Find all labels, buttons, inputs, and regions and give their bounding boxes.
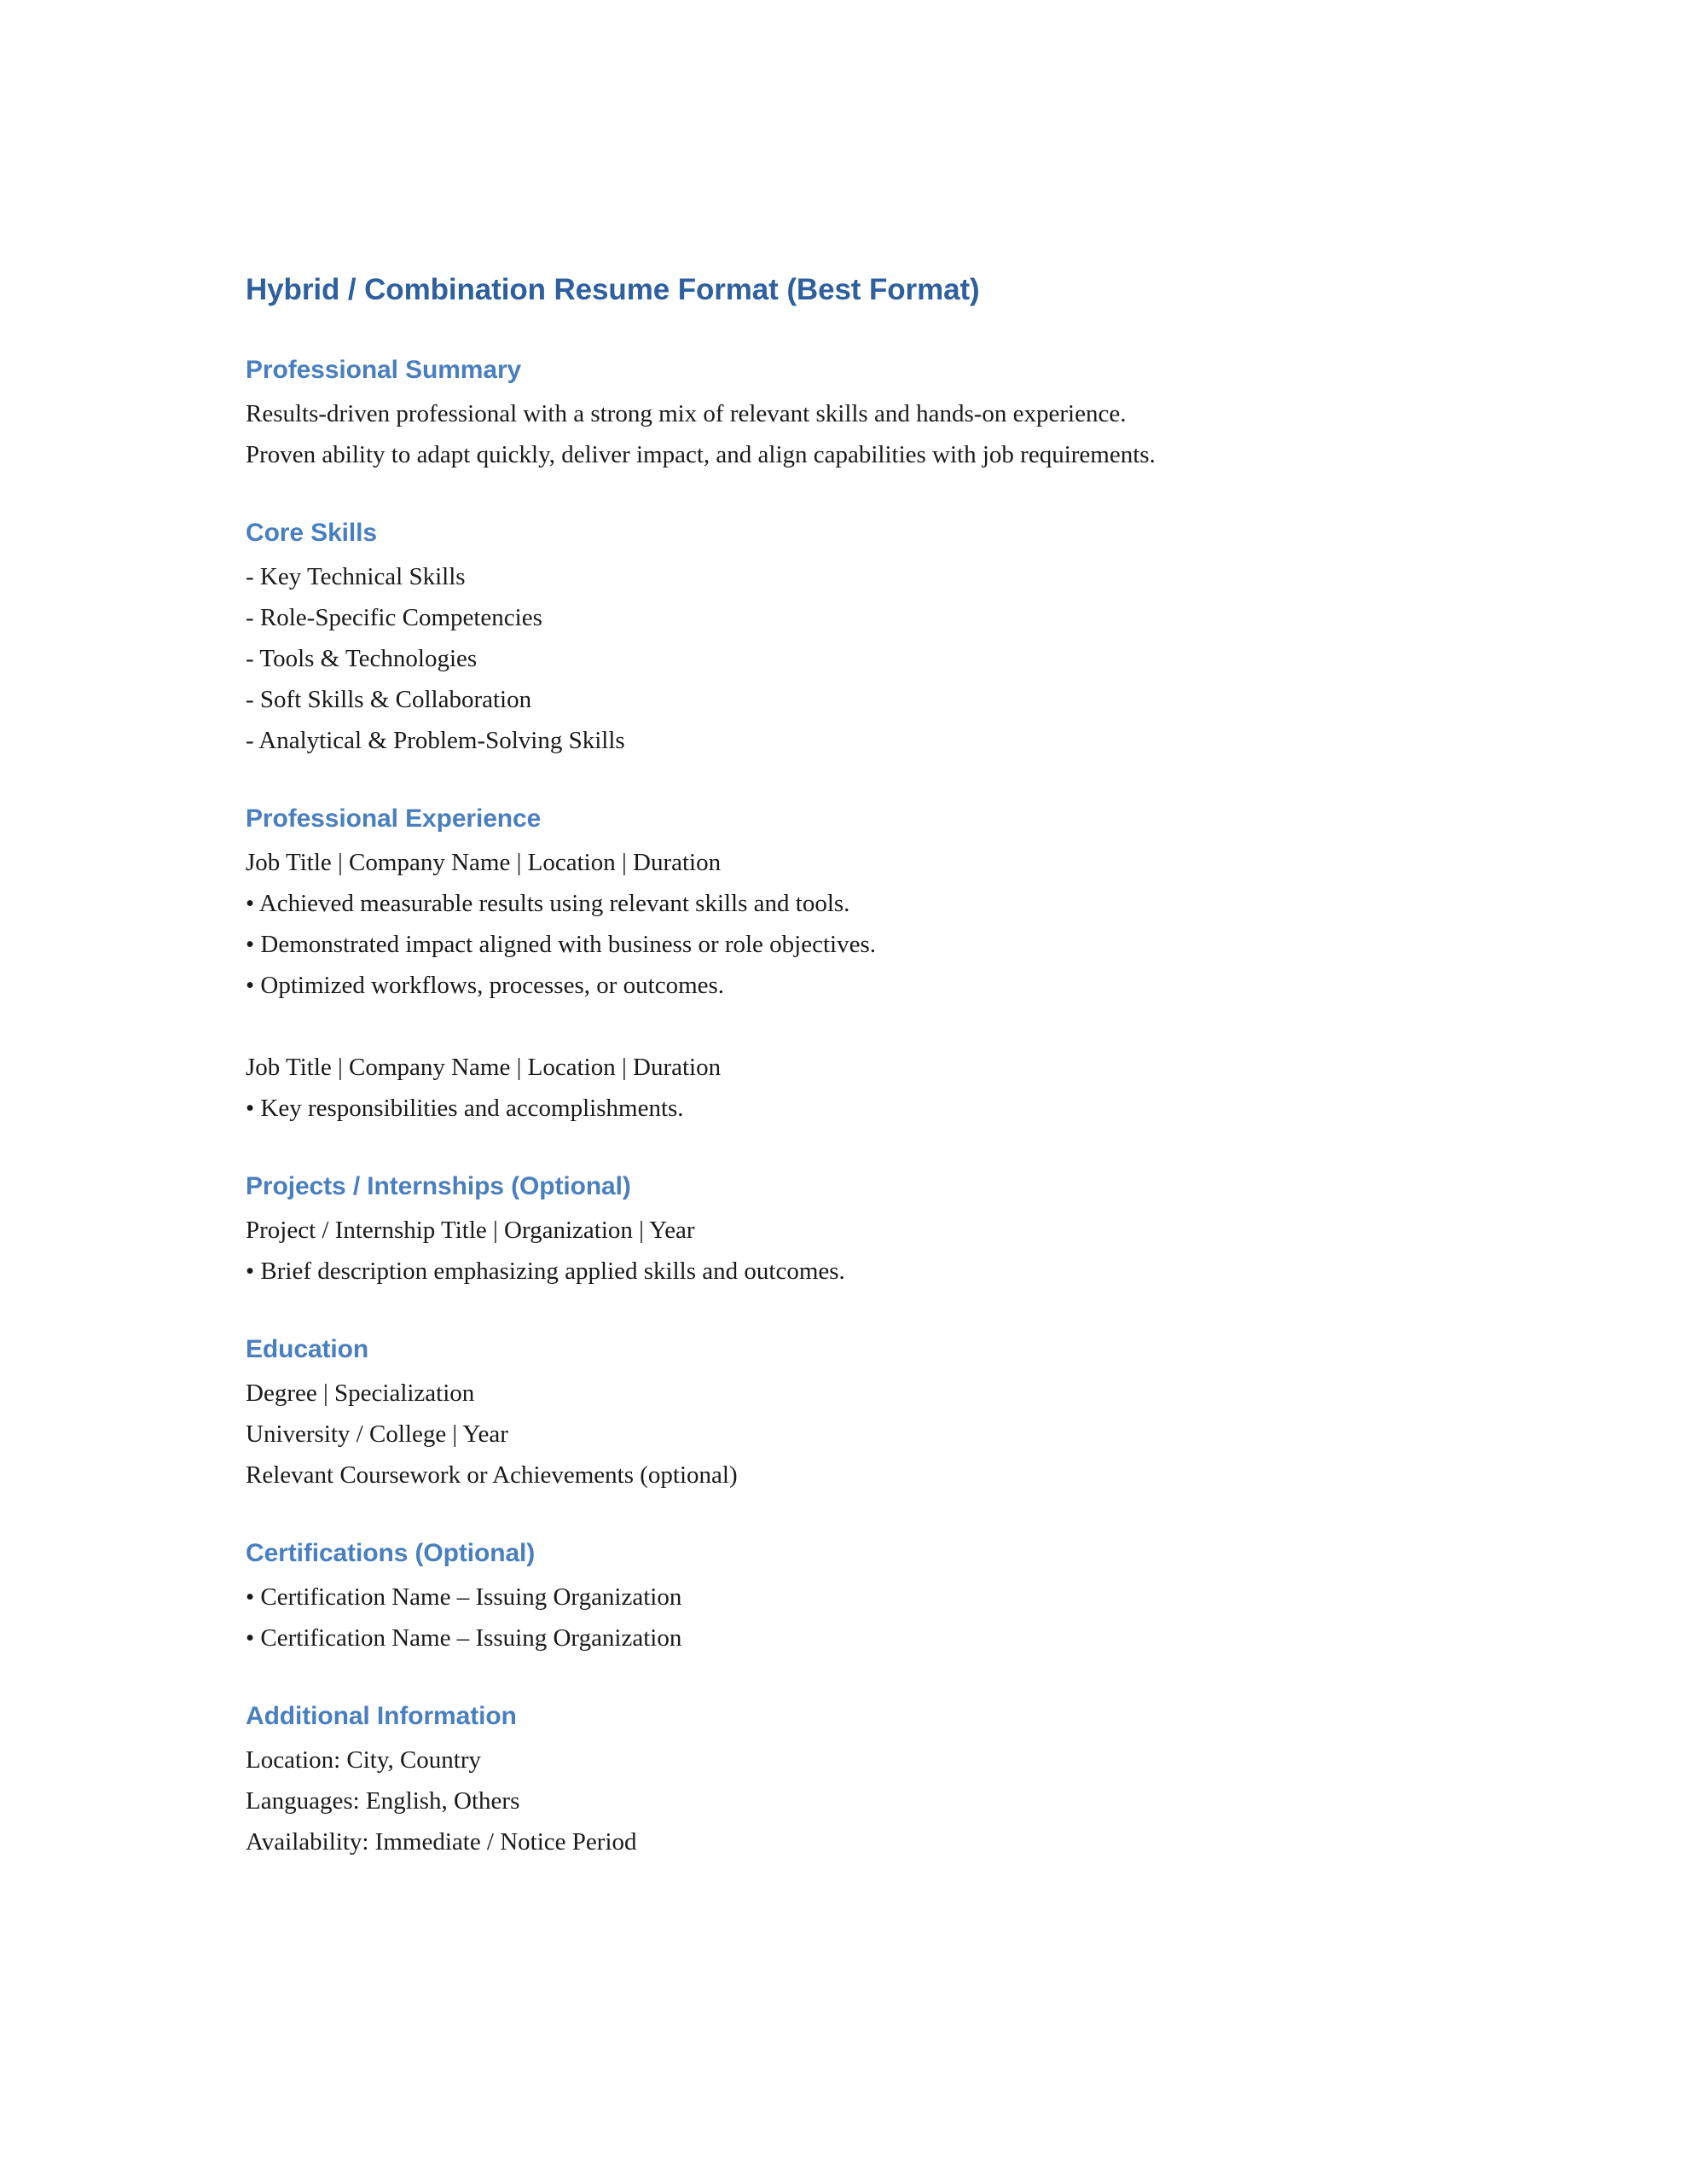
- list-item: - Soft Skills & Collaboration: [246, 686, 532, 713]
- list-item: • Demonstrated impact aligned with business or role objectives.: [246, 931, 877, 958]
- section-education: [246, 1333, 1516, 1496]
- section-additional-information: [246, 1699, 1516, 1862]
- list-item: • Certification Name – Issuing Organization: [246, 1624, 682, 1652]
- section-heading-professional-summary: Professional Summary: [246, 356, 522, 384]
- experience-entry-header: Job Title | Company Name | Location | Duration: [246, 1054, 722, 1081]
- section-heading-professional-experience: Professional Experience: [246, 804, 542, 833]
- list-item: • Optimized workflows, processes, or outcomes.: [246, 972, 725, 999]
- list-item: - Tools & Technologies: [246, 645, 478, 672]
- project-entry-header: Project / Internship Title | Organization | Year: [246, 1217, 695, 1244]
- experience-entry-header: Job Title | Company Name | Location | Duration: [246, 849, 722, 876]
- section-heading-education: Education: [246, 1335, 369, 1363]
- entry-spacer: [246, 1006, 1516, 1047]
- additional-info-line: Location: City, Country: [246, 1746, 482, 1774]
- list-item: - Role-Specific Competencies: [246, 604, 542, 631]
- section-heading-additional-information: Additional Information: [246, 1702, 517, 1730]
- list-item: • Key responsibilities and accomplishments.: [246, 1095, 684, 1122]
- section-professional-summary: [246, 353, 1516, 475]
- list-item: - Analytical & Problem-Solving Skills: [246, 727, 625, 754]
- summary-line: Results-driven professional with a strong mix of relevant skills and hands-on experience.: [246, 400, 1127, 427]
- education-line: Relevant Coursework or Achievements (optional): [246, 1461, 738, 1489]
- section-certifications: [246, 1536, 1516, 1658]
- section-heading-projects-internships: Projects / Internships (Optional): [246, 1172, 631, 1200]
- experience-entry: [246, 842, 1516, 1006]
- summary-line: Proven ability to adapt quickly, deliver impact, and align capabilities with job requirements.: [246, 441, 1156, 468]
- section-projects-internships: [246, 1170, 1516, 1292]
- list-item: - Key Technical Skills: [246, 563, 466, 590]
- list-item: • Certification Name – Issuing Organization: [246, 1583, 682, 1611]
- education-line: Degree | Specialization: [246, 1380, 475, 1407]
- section-heading-core-skills: Core Skills: [246, 519, 377, 547]
- document-title: Hybrid / Combination Resume Format (Best Format): [246, 273, 980, 306]
- section-professional-experience: [246, 802, 1516, 1129]
- section-heading-certifications: Certifications (Optional): [246, 1539, 536, 1567]
- additional-info-line: Languages: English, Others: [246, 1787, 520, 1815]
- list-item: • Achieved measurable results using relevant skills and tools.: [246, 890, 850, 917]
- section-core-skills: [246, 516, 1516, 761]
- list-item: • Brief description emphasizing applied skills and outcomes.: [246, 1258, 845, 1285]
- additional-info-line: Availability: Immediate / Notice Period: [246, 1828, 637, 1856]
- experience-entry: [246, 1047, 1516, 1129]
- education-line: University / College | Year: [246, 1420, 508, 1448]
